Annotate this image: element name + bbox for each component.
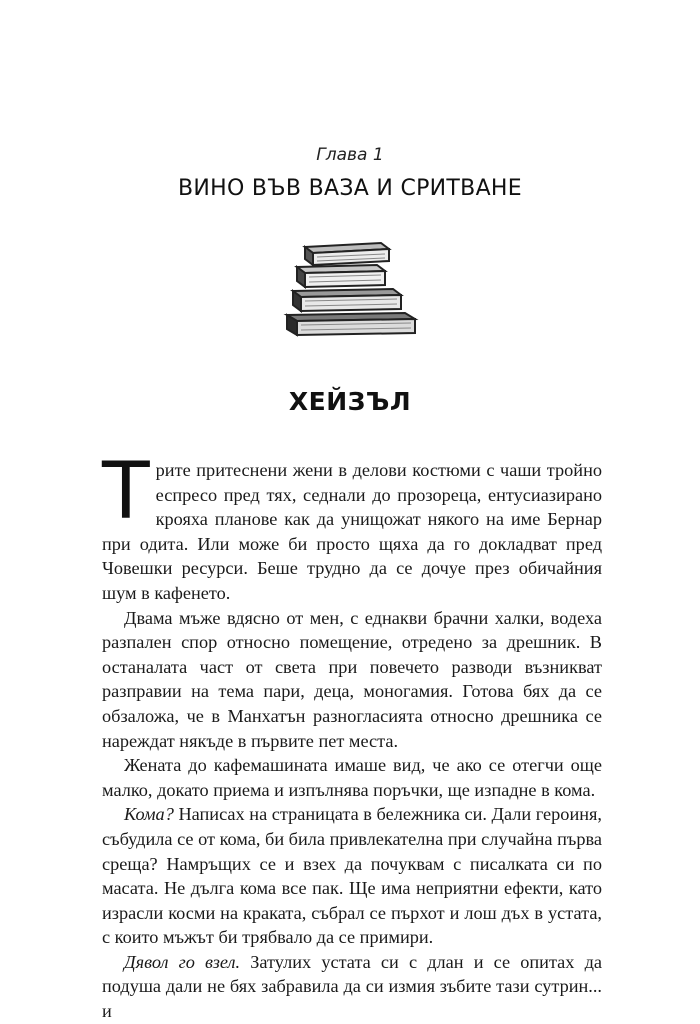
book-bottom [287,313,415,335]
paragraph [102,753,602,802]
paragraph [102,447,602,606]
paragraph-text: Затулих устата си с длан и се опитах да подуша дали не бях забравила да си измия зъбите тази сутрин... и [102,951,603,1022]
chapter-number: Глава 1 [316,145,384,165]
drop-cap: Т [102,447,150,537]
paragraph-text: Жената до кафемашината имаше вид, че ако се отегчи още малко, докато приема и изпълнява поръчки, ще изпадне в кома. [102,755,602,800]
chapter-body [102,447,603,1024]
italic-thought: Кома? [124,804,174,825]
book-stack-icon [283,235,423,340]
italic-thought: Дявол го взел. [124,951,241,972]
paragraph-text: рите притеснени жени в делови костюми с чаши тройно еспресо пред тях, седнали до прозореца, ентусиазирано крояха планове как да унищожат някого на име Бернар при одита. Или може би просто щяха да го докладват пред Човешки ресурси. Беше трудно да се дочуе през обичайния шум в кафенето. [102,460,602,603]
book-second [297,265,385,287]
narrator-heading: ХЕЙЗЪЛ [288,387,412,416]
book-third [293,289,401,311]
paragraph [102,802,602,950]
book-top [305,243,389,265]
paragraph [102,606,602,754]
paragraph-text: Написах на страницата в бележника си. Дали героиня, събудила се от кома, би била привлекателна при случайна първа среща? Намръщих се и взех да почуквам с писалката си по масата. Не дълга кома все пак. Ще има неприятни ефекти, като израсли косми на краката, събрал се пърхот и лош дъх в устата, с които мъжът би трябвало да се примири. [102,804,602,948]
chapter-title: ВИНО ВЪВ ВАЗА И СРИТВАНЕ [178,176,522,201]
paragraph-text: Двама мъже вдясно от мен, с еднакви брачни халки, водеха разпален спор относно помещение, отредено за дрешник. В останалата част от света при повечето разводи възникват разправии на тема пари, деца, моногамия. Готова бях да се обзаложа, че в Манхатън разногласията относно дрешника се нареждат някъде в първите пет места. [102,607,602,751]
